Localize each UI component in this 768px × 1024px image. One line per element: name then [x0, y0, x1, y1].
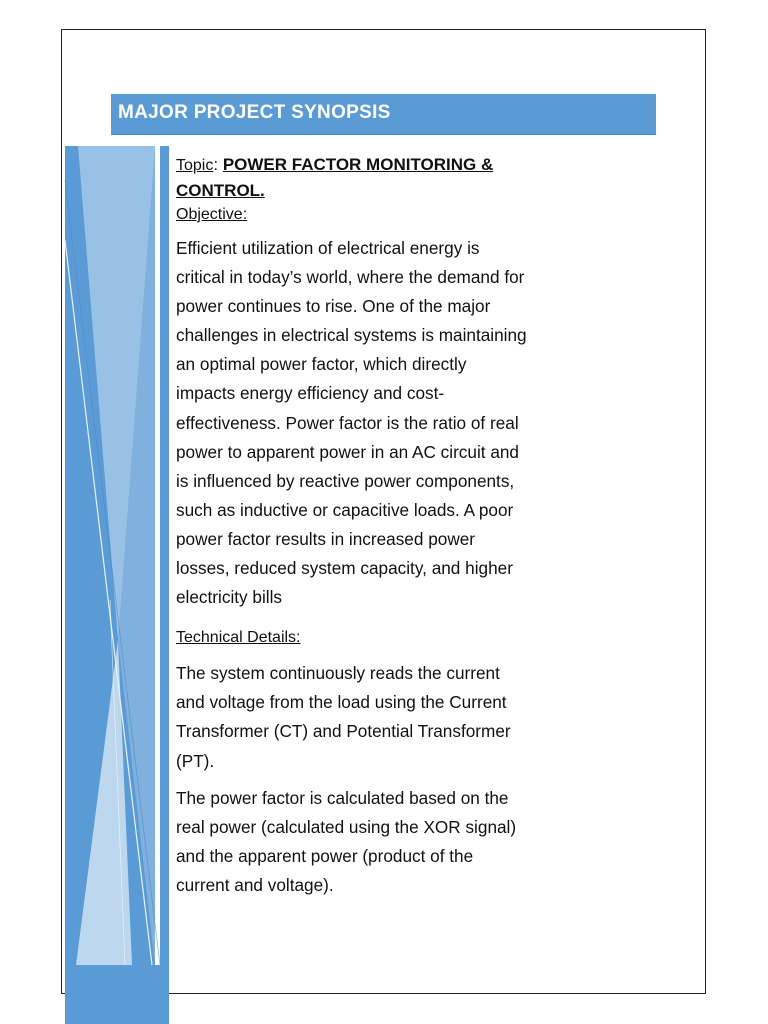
topic-line	[176, 152, 528, 203]
synopsis-content	[176, 152, 528, 900]
document-title: MAJOR PROJECT SYNOPSIS	[118, 102, 391, 123]
title-bar	[111, 94, 656, 134]
topic-value: POWER FACTOR MONITORING & CONTROL.	[176, 155, 494, 200]
technical-details-heading: Technical Details:	[176, 629, 301, 647]
technical-paragraph-1: The system continuously reads the current and voltage from the load using the Current Transformer (CT) and Potential Transformer (PT).	[176, 663, 511, 771]
technical-paragraph-2: The power factor is calculated based on the real power (calculated using the XOR signal) and the apparent power (product of the current and voltage).	[176, 787, 517, 895]
topic-separator: :	[213, 155, 223, 174]
objective-paragraph: Efficient utilization of electrical energy is critical in today’s world, where the demand for power continues to rise. One of the major challenges in electrical systems is maintaining an optimal power factor, which directly impacts energy efficiency and cost- effectiveness. Power factor is the ratio of real power to apparent power in an AC circuit and is influenced by reactive power components, such as inductive or capacitive loads. A poor power factor results in increased power losses, reduced system capacity, and higher electricity bills	[176, 238, 527, 608]
objective-heading: Objective:	[176, 206, 248, 223]
topic-label: Topic	[176, 157, 214, 174]
